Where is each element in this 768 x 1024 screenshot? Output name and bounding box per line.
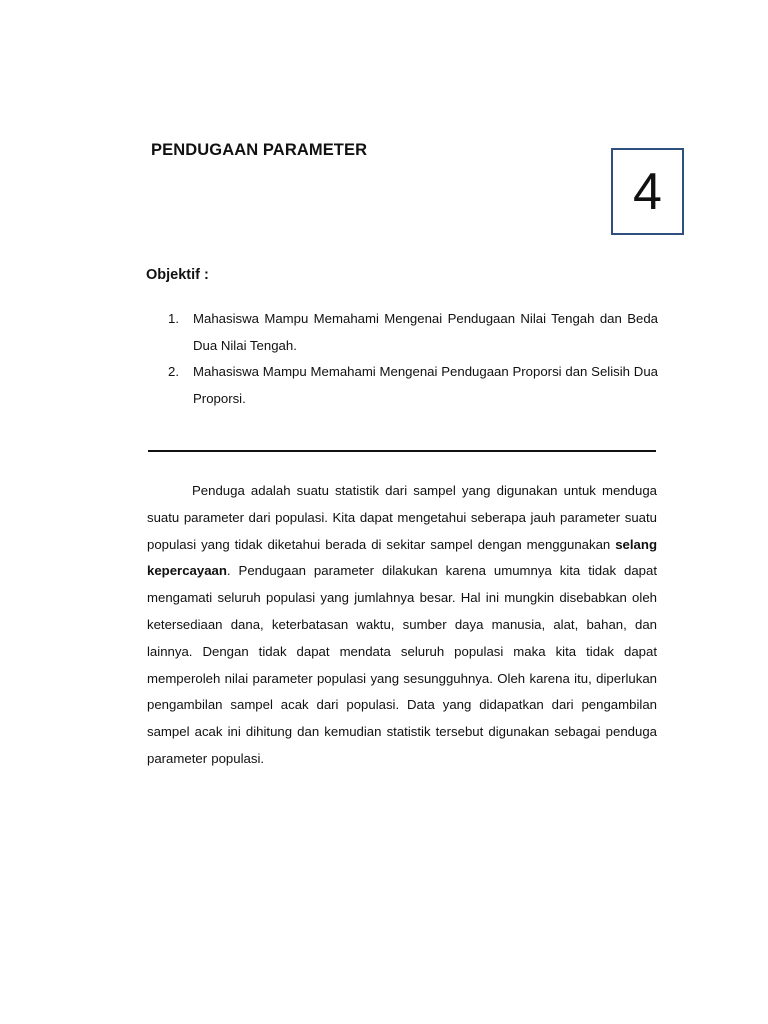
chapter-title: PENDUGAAN PARAMETER: [151, 141, 368, 159]
intro-paragraph: [147, 478, 657, 773]
key-term-selang-kepercayaan: selang kepercayaan: [147, 536, 657, 579]
objective-text: Mahasiswa Mampu Memahami Mengenai Pendugaan Proporsi dan Selisih Dua Proporsi.: [193, 364, 658, 407]
paragraph-text-before: Penduga adalah suatu statistik dari sampel yang digunakan untuk menduga suatu parameter dari populasi. Kita dapat mengetahui seberapa jauh parameter suatu populasi yang tidak diketahui berada di sekitar sampel dengan menggunakan: [147, 483, 657, 552]
objective-item: [168, 306, 658, 359]
chapter-number-box: [611, 148, 684, 235]
objective-text: Mahasiswa Mampu Memahami Mengenai Pendugaan Nilai Tengah dan Beda Dua Nilai Tengah.: [193, 311, 658, 353]
objective-list: [168, 306, 658, 413]
chapter-number: 4: [633, 162, 662, 221]
section-divider: [148, 450, 656, 452]
objective-heading: Objektif :: [146, 267, 209, 283]
objective-number: 1.: [168, 311, 179, 326]
paragraph-text-after: . Pendugaan parameter dilakukan karena umumnya kita tidak dapat mengamati seluruh populasi yang jumlahnya besar. Hal ini mungkin disebabkan oleh ketersediaan dana, keterbatasan waktu, sumber daya manusia, alat, bahan, dan lainnya. Dengan tidak dapat mendata seluruh populasi maka kita tidak dapat memperoleh nilai parameter populasi yang sesungguhnya. Oleh karena itu, diperlukan pengambilan sampel acak dari populasi. Data yang didapatkan dari pengambilan sampel acak ini dihitung dan kemudian statistik tersebut digunakan sebagai penduga parameter populasi.: [147, 563, 657, 766]
objective-number: 2.: [168, 364, 179, 380]
objective-item: [168, 359, 658, 412]
